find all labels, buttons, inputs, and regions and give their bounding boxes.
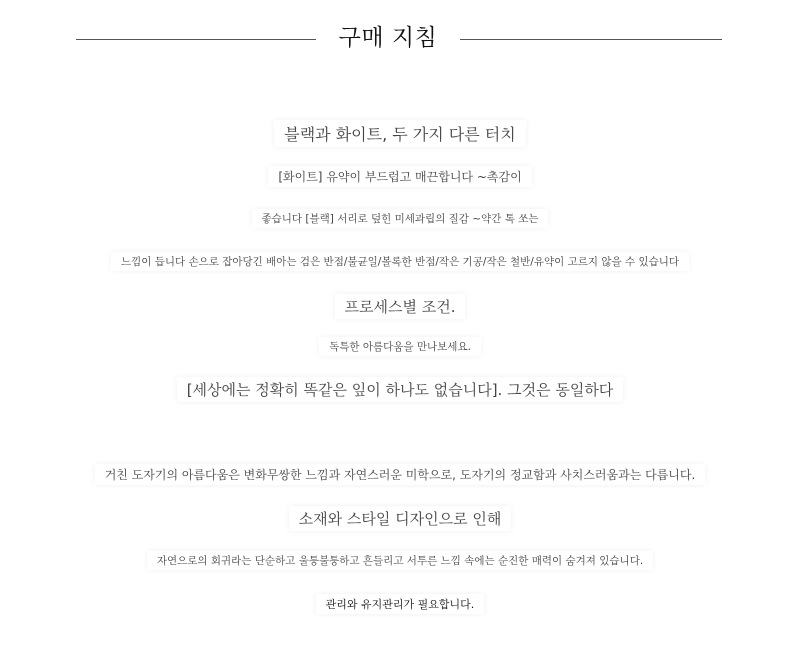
heading-material xyxy=(0,506,800,531)
heading-leaves xyxy=(0,377,800,402)
text-line-care-text: 관리와 유지관리가 필요합니다. xyxy=(316,594,485,614)
section-header xyxy=(0,18,800,58)
text-line-nature-text: 자연으로의 회귀라는 단순하고 울퉁불퉁하고 흔들리고 서투른 느낌 속에는 순진한 매력이 숨겨져 있습니다. xyxy=(147,551,653,570)
text-line-white-text: [화이트] 유약이 부드럽고 매끈합니다 ~촉감이 xyxy=(268,166,531,187)
page-title: 구매 지침 xyxy=(338,25,438,51)
text-line-care xyxy=(0,594,800,614)
heading-material-text: 소재와 스타일 디자인으로 인해 xyxy=(289,506,512,531)
text-line-ceramics xyxy=(0,464,800,485)
text-line-white xyxy=(0,166,800,187)
text-line-feel xyxy=(0,252,800,271)
text-line-black xyxy=(0,209,800,228)
heading-process xyxy=(0,294,800,319)
header-right-divider xyxy=(460,39,722,40)
text-line-feel-text: 느낌이 듭니다 손으로 잡아당긴 배아는 검은 반점/불균일/볼록한 반점/작은 기공/작은 철반/유약이 고르지 않을 수 있습니다 xyxy=(111,252,689,271)
heading-black-white-text: 블랙과 화이트, 두 가지 다른 터치 xyxy=(274,120,525,147)
heading-black-white xyxy=(0,120,800,147)
text-line-beauty-text: 독특한 아름다움을 만나보세요. xyxy=(319,337,481,356)
text-line-black-text: 좋습니다 [블랙] 서리로 덮힌 미세과립의 질감 ~약간 톡 쏘는 xyxy=(252,209,549,228)
text-line-beauty xyxy=(0,337,800,356)
heading-process-text: 프로세스별 조건. xyxy=(335,294,466,319)
text-line-ceramics-text: 거친 도자기의 아름다움은 변화무쌍한 느낌과 자연스러운 미학으로, 도자기의 정교함과 사치스러움과는 다릅니다. xyxy=(95,464,706,485)
text-line-nature xyxy=(0,551,800,570)
header-left-divider xyxy=(76,39,316,40)
heading-leaves-text: [세상에는 정확히 똑같은 잎이 하나도 없습니다]. 그것은 동일하다 xyxy=(177,377,624,402)
